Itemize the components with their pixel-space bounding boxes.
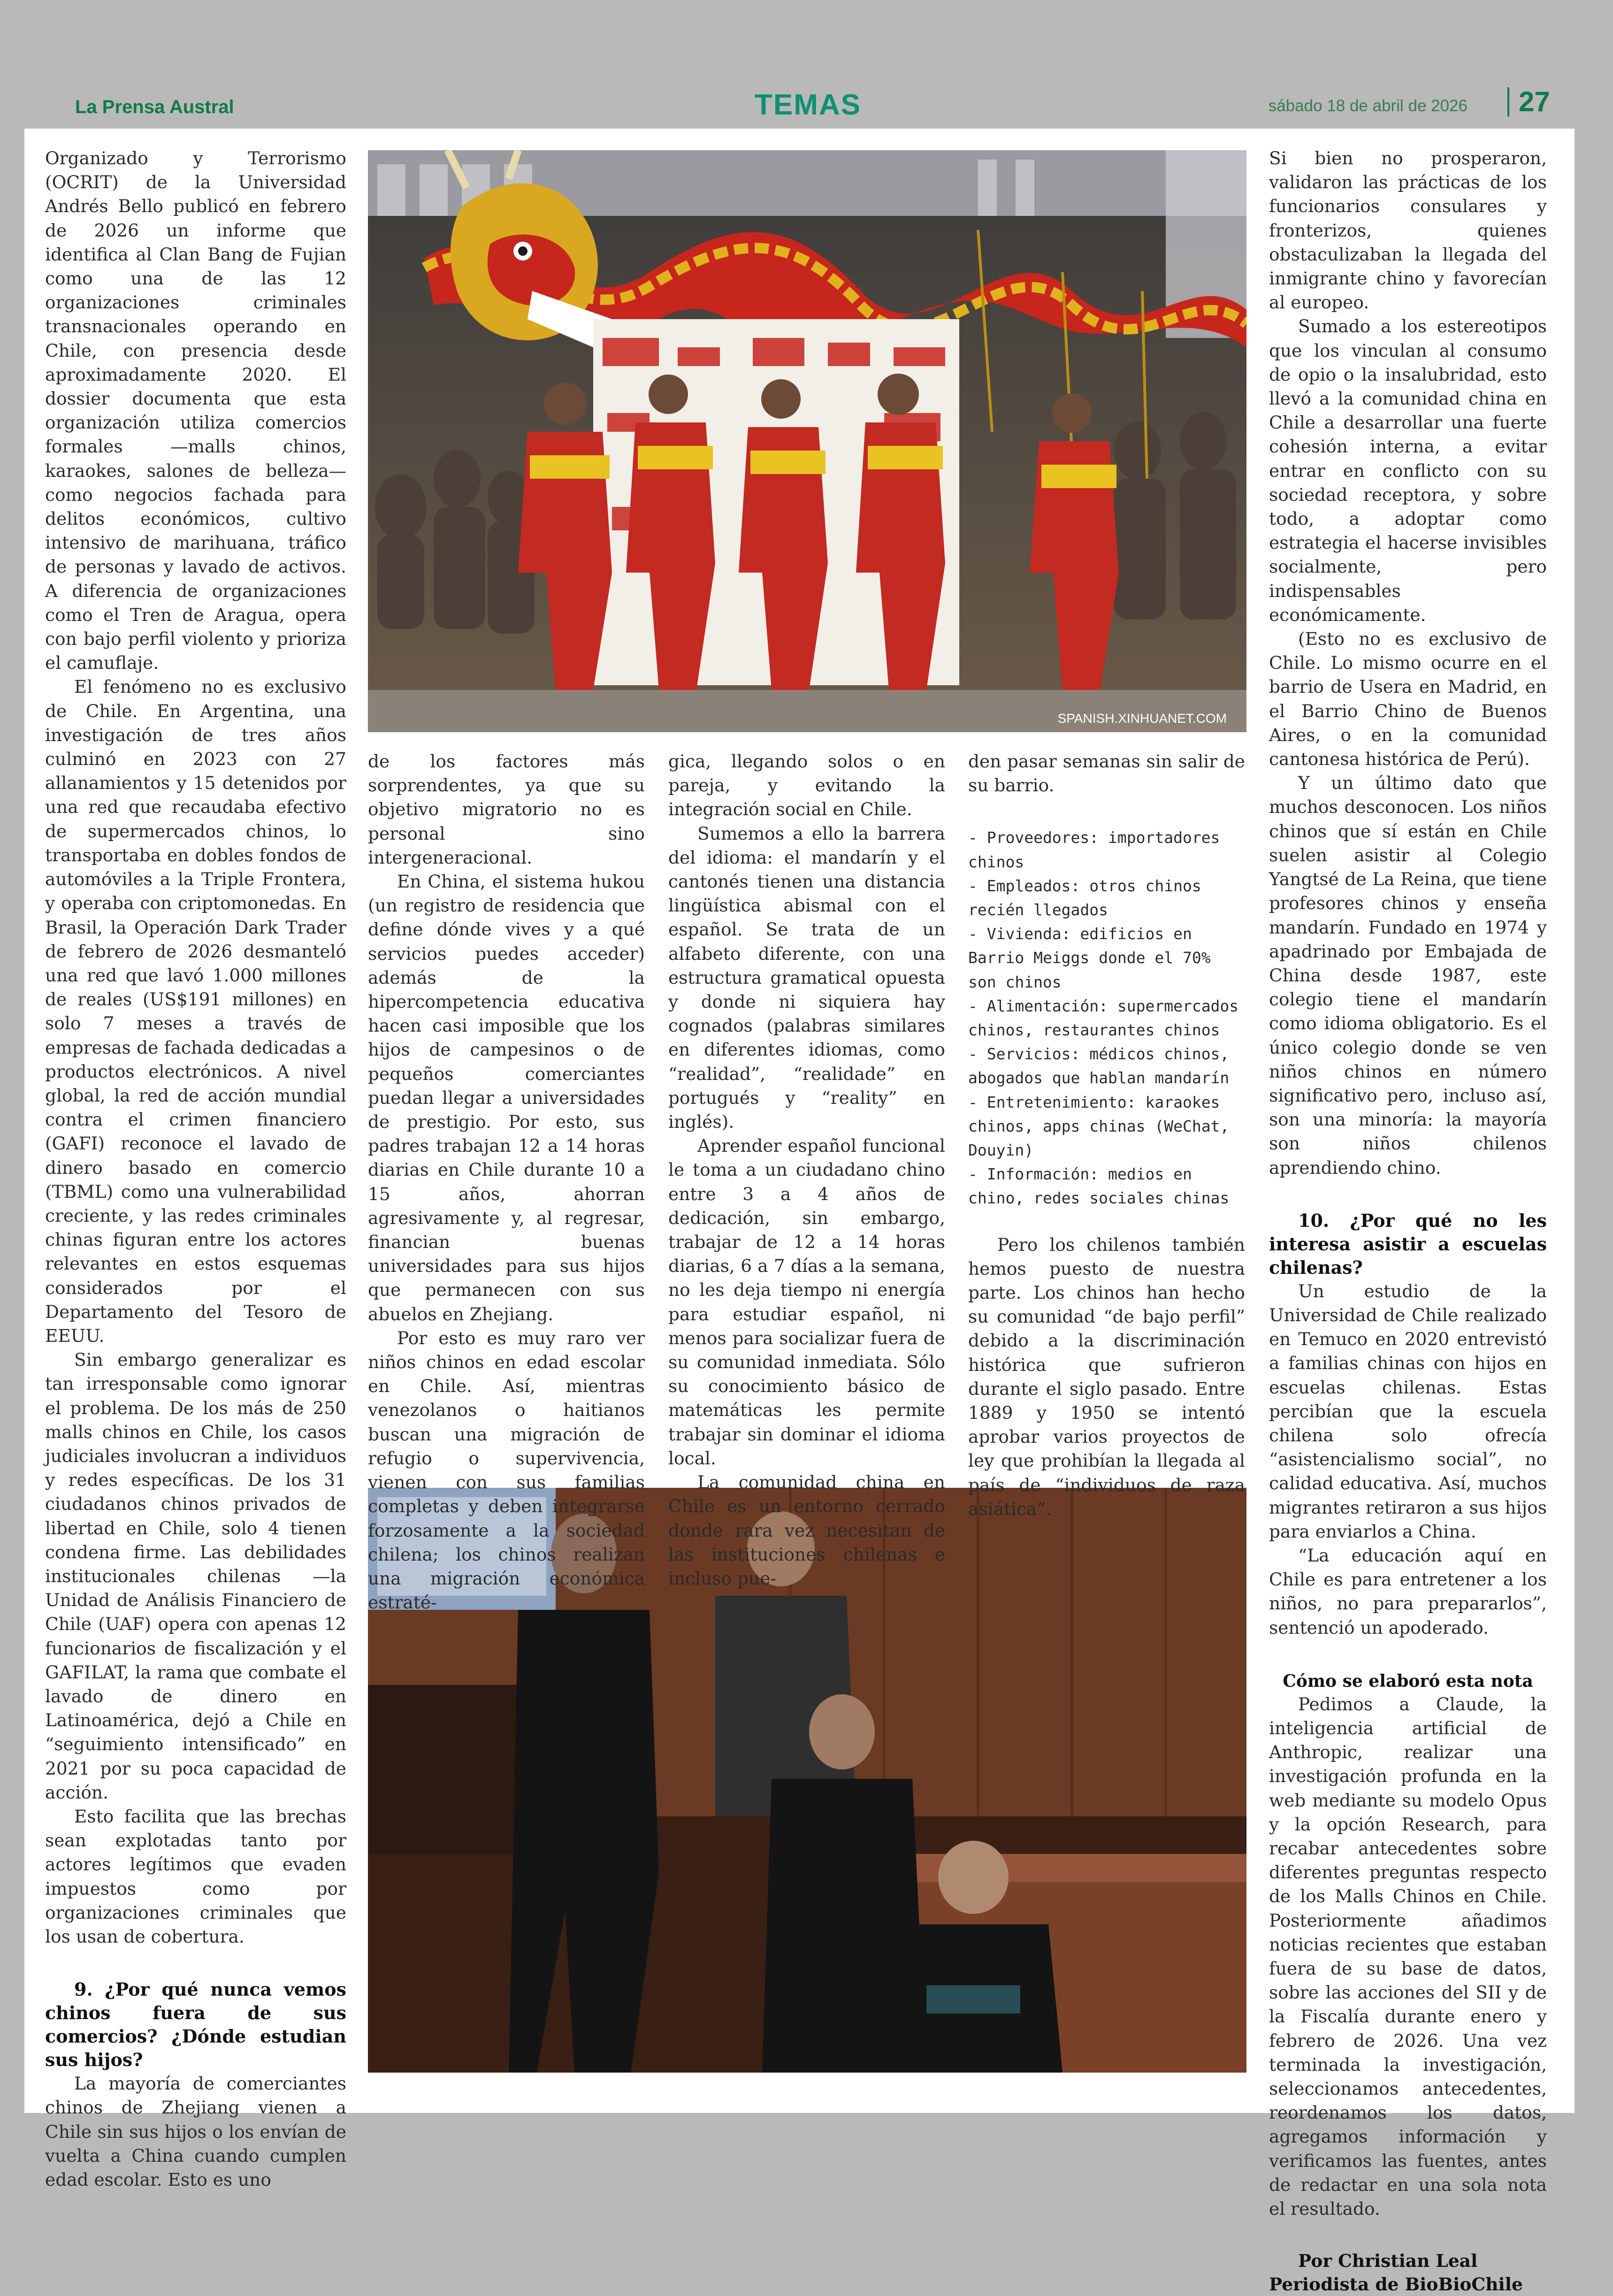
article-column-5 [1269, 146, 1547, 2296]
paragraph: (Esto no es exclusivo de Chile. Lo mismo ocurre en el barrio de Usera en Madrid, en el Barrio Chino de Buenos Aires, o en la comunidad cantonesa histórica de Perú). [1269, 628, 1547, 770]
article-column-3 [668, 750, 945, 1591]
paragraph: Si bien no prosperaron, validaron las prácticas de los funcionarios consulares y fronterizos, quienes obstaculizaban la llegada del inmigrante chino y favorecían al europeo. [1269, 148, 1547, 313]
page-number: 27 [1507, 87, 1550, 116]
paragraph: Un estudio de la Universidad de Chile realizado en Temuco en 2020 entrevistó a familias chinas con hijos en escuelas chilenas. Estas percibían que la escuela chilena solo ofrecía “asistencialismo social”, no calidad educativa. Así, muchos migrantes retiraron a sus hijos para enviarlos a China. [1269, 1280, 1547, 1542]
article-column-2 [368, 750, 645, 1615]
list-item: - Empleados: otros chinos recién llegados [968, 876, 1201, 919]
paragraph: Organizado y Terrorismo (OCRIT) de la Universidad Andrés Bello publicó en febrero de 2026 un informe que identifica al Clan Bang de Fujian como una de las 12 organizaciones criminales transnacionales operando en Chile, con presencia desde aproximadamente 2020. El dossier documenta que esta organización utiliza comercios formales —malls chinos, karaokes, salones de belleza— como negocios fachada para delitos económicos, cultivo intensivo de marihuana, tráfico de personas y lavado de activos. A diferencia de organizaciones como el Tren de Aragua, opera con bajo perfil violento y prioriza el camuflaje. [45, 148, 346, 673]
byline [1269, 2249, 1547, 2296]
subheading-question-10: 10. ¿Por qué no les interesa asistir a escuelas chilenas? [1269, 1209, 1547, 1278]
page-header [0, 0, 1613, 127]
paragraph: Por esto es muy raro ver niños chinos en edad escolar en Chile. Así, mientras venezolanos o haitianos buscan una migración de refugio o supervivencia, vienen con sus familias completas y deben integrarse forzosamente a la sociedad chilena; los chinos realizan una migración económica estraté- [368, 1327, 645, 1613]
paragraph: Sumemos a ello la barrera del idioma: el mandarín y el cantonés tienen una distancia lingüística abismal con el español. Se trata de un alfabeto diferente, con una estructura gramatical opuesta y donde ni siquiera hay cognados (palabras similares en diferentes idiomas, como “realidad”, “realidade” en portugués y “reality” en inglés). [668, 823, 945, 1133]
byline-outlet: Periodista de BioBioChile [1269, 2274, 1523, 2295]
paragraph: El fenómeno no es exclusivo de Chile. En Argentina, una investigación de tres años culminó en 2023 con 27 allanamientos y 15 detenidos por una red que recaudaba efectivo de supermercados chinos, lo transportaba en dobles fondos de automóviles a la Triple Frontera, y operaba con criptomonedas. En Brasil, la Operación Dark Trader de febrero de 2026 desmanteló una red que lavó 1.000 millones de reales (US$191 millones) en solo 7 meses a través de empresas de fachada dedicadas a productos electrónicos. A nivel global, la red de acción mundial contra el crimen financiero (GAFI) reconoce el lavado de dinero basado en comercio (TBML) como una vulnerabilidad creciente, y las redes criminales chinas figuran entre los actores relevantes en estos esquemas considerados por el Departamento del Tesoro de EEUU. [45, 676, 346, 1346]
paragraph: Aprender español funcional le toma a un ciudadano chino entre 3 a 4 años de dedicación, sin embargo, trabajar de 12 a 14 horas diarias, 6 a 7 días a la semana, no les deja tiempo ni energía para estudiar español, ni menos para socializar fuera de su comunidad inmediata. Sólo su conocimiento básico de matemáticas les permite trabajar sin dominar el idioma local. [668, 1135, 945, 1469]
paragraph: Sumado a los estereotipos que los vinculan al consumo de opio o la insalubridad, esto llevó a la comunidad china en Chile a desarrollar una fuerte cohesión interna, a evitar entrar en conflicto con su sociedad receptora, y sobre todo, a adoptar como estrategia el hacerse invisibles socialmente, pero indispensables económicamente. [1269, 316, 1547, 625]
paragraph: de los factores más sorprendentes, ya que su objetivo migratorio no es personal sino intergeneracional. [368, 751, 645, 868]
article-column-4 [968, 750, 1245, 1521]
methodology-box-title: Cómo se elaboró esta nota [1283, 1671, 1533, 1691]
paragraph: La mayoría de comerciantes chinos de Zhejiang vienen a Chile sin sus hijos o los envían de vuelta a China cuando cumplen edad escolar. Esto es uno [45, 2073, 346, 2190]
paragraph: Pedimos a Claude, la inteligencia artificial de Anthropic, realizar una investigación profunda en la web mediante su modelo Opus y la opción Research, para recabar antecedentes sobre diferentes preguntas respecto de los Malls Chinos en Chile. Posteriormente añadimos noticias recientes que estaban fuera de su base de datos, sobre las acciones del SII y de la Fiscalía durante enero y febrero de 2026. Una vez terminada la investigación, seleccionamos antecedentes, reordenamos los datos, agregamos información y verificamos las fuentes, antes de redactar en una sola nota el resultado. [1269, 1693, 1547, 2219]
photo-credit: SPANISH.XINHUANET.COM [1057, 711, 1227, 726]
dragon-dance-illustration [368, 150, 1246, 732]
paragraph: den pasar semanas sin salir de su barrio. [968, 751, 1245, 796]
paragraph: “La educación aquí en Chile es para entretener a los niños, no para prepararlos”, sentenció un apoderado. [1269, 1545, 1547, 1638]
paragraph: Esto facilita que las brechas sean explotadas tanto por actores legítimos que evaden impuestos como por organizaciones criminales que los usan de cobertura. [45, 1806, 346, 1947]
article-column-1 [45, 146, 346, 2192]
paragraph: Pero los chilenos también hemos puesto de nuestra parte. Los chinos han hecho su comunidad “de bajo perfil” debido a la discriminación histórica que sufrieron durante el siglo pasado. Entre 1889 y 1950 se intentó aprobar varios proyectos de ley que prohibían la llegada al país de “individuos de raza asiática”. [968, 1234, 1245, 1519]
paragraph: Sin embargo generalizar es tan irresponsable como ignorar el problema. De los más de 250 malls chinos en Chile, los casos judiciales involucran a individuos y redes específicas. De los 31 ciudadanos chinos privados de libertad en Chile, solo 4 tienen condena firme. Las debilidades institucionales chilenas —la Unidad de Análisis Financiero de Chile (UAF) opera con apenas 12 funcionarios de fiscalización y el GAFILAT, la rama que combate el lavado de dinero en Latinoamérica, dejó a Chile en “seguimiento intensificado” en 2021 por su poca capacidad de acción. [45, 1349, 346, 1803]
byline-author: Por Christian Leal [1298, 2250, 1478, 2272]
list-item: - Servicios: médicos chinos, abogados que hablan mandarín [968, 1045, 1230, 1087]
list-item: - Proveedores: importadores chinos [968, 828, 1220, 871]
section-title: TEMAS [755, 89, 861, 121]
list-item: - Alimentación: supermercados chinos, restaurantes chinos [968, 996, 1239, 1040]
dragon-dance-photo [368, 150, 1246, 732]
paragraph: La comunidad china en Chile es un entorno cerrado donde rara vez necesitan de las instituciones chilenas e incluso pue- [668, 1472, 945, 1589]
list-item: - Entretenimiento: karaokes chinos, apps chinas (WeChat, Douyin) [968, 1093, 1230, 1160]
list-item: - Información: medios en chino, redes sociales chinas [968, 1165, 1230, 1208]
subheading-question-9: 9. ¿Por qué nunca vemos chinos fuera de sus comercios? ¿Dónde estudian sus hijos? [45, 1979, 346, 2071]
spacer [968, 1210, 1245, 1233]
list-item: - Vivienda: edificios en Barrio Meiggs donde el 70% son chinos [968, 925, 1211, 991]
paragraph: gica, llegando solos o en pareja, y evitando la integración social en Chile. [668, 751, 945, 820]
paragraph: En China, el sistema hukou (un registro de residencia que define dónde vives y a qué servicios puedes acceder) además de la hipercompetencia educativa hacen casi imposible que los hijos de campesinos o de pequeños comerciantes puedan llegar a universidades de prestigio. Por esto, sus padres trabajan 12 a 14 horas diarias en Chile durante 10 a 15 años, ahorran agresivamente y, al regresar, financian buenas universidades para sus hijos que permanecen con sus abuelos en Zhejiang. [368, 871, 645, 1324]
community-services-list [968, 826, 1245, 1210]
publication-date: sábado 18 de abril de 2026 [1268, 97, 1468, 115]
newspaper-brand: La Prensa Austral [75, 97, 234, 117]
paragraph: Y un último dato que muchos desconocen. Los niños chinos que sí están en Chile suelen asistir al Colegio Yangtsé de La Reina, que tiene profesores chinos y enseña mandarín. Fundado en 1974 y apadrinado por Embajada de China desde 1987, este colegio tiene el mandarín como idioma obligatorio. Es el único colegio donde se ven niños chinos en número significativo pero, incluso así, son una minoría: la mayoría son niños chilenos aprendiendo chino. [1269, 773, 1547, 1178]
